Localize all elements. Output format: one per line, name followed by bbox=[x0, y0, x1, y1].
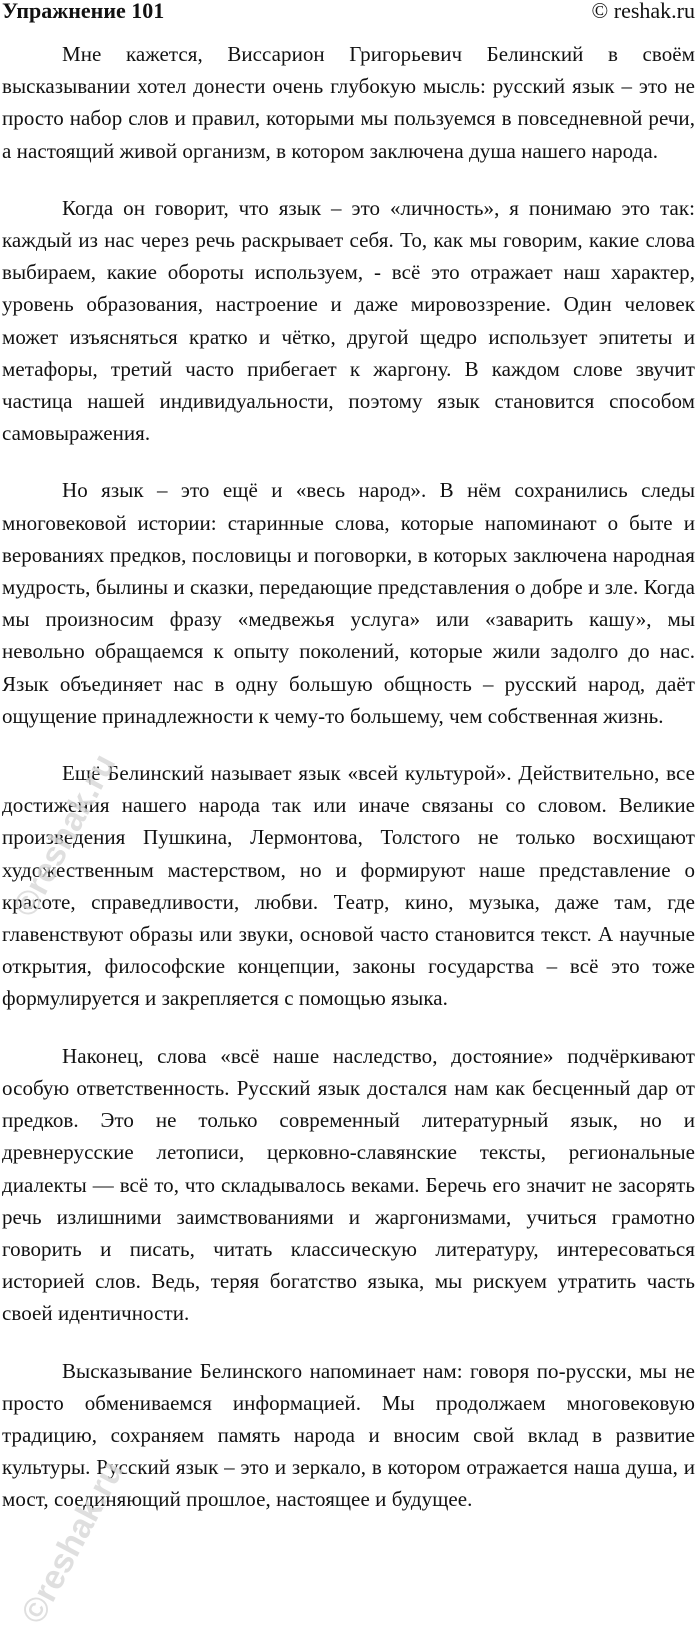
paragraph-1: Мне кажется, Виссарион Григорьевич Белинский в своём высказывании хотел донести очень глубокую мысль: русский язык – это не просто набор слов и правил, которыми мы пользуемся в повседневной речи, а настоящий живой организм, в котором заключена душа нашего народа. bbox=[2, 42, 695, 163]
page-header bbox=[0, 0, 697, 30]
watermark: ©reshak.ru bbox=[14, 1454, 132, 1630]
paragraph-4: Ещё Белинский называет язык «всей культурой». Действительно, все достижения нашего народа так или иначе связаны со словом. Великие произведения Пушкина, Лермонтова, Толстого не только восхищают художественным мастерством, но и формируют наше представление о красоте, справедливости, любви. Театр, кино, музыка, даже там, где главенствуют образы или звуки, основой часто становится текст. А научные открытия, философские концепции, законы государства – всё это тоже формулируется и закрепляется с помощью языка. bbox=[2, 761, 695, 1011]
paragraph-2: Когда он говорит, что язык – это «личность», я понимаю это так: каждый из нас через речь раскрывает себя. То, как мы говорим, какие слова выбираем, какие обороты используем, - всё это отражает наш характер, уровень образования, настроение и даже мировоззрение. Один человек может изъясняться кратко и чётко, другой щедро использует эпитеты и метафоры, третий часто прибегает к жаргону. В каждом слове звучит частица нашей индивидуальности, поэтому язык становится способом самовыражения. bbox=[2, 195, 695, 446]
paragraph-3: Но язык – это ещё и «весь народ». В нём сохранились следы многовековой истории: старинные слова, которые напоминают о быте и верованиях предков, пословицы и поговорки, в которых заключена народная мудрость, былины и сказки, передающие представления о добре и зле. Когда мы произносим фразу «медвежья услуга» или «заварить кашу», мы невольно обращаемся к опыту поколений, которые жили задолго до нас. Язык объединяет нас в одну большую общность – русский народ, даёт ощущение принадлежности к чему-то большему, чем собственная жизнь. bbox=[2, 478, 695, 728]
paragraph-6: Высказывание Белинского напоминает нам: говоря по-русски, мы не просто обмениваемся информацией. Мы продолжаем многовековую традицию, сохраняем память народа и вносим свой вклад в развитие культуры. Русский язык – это и зеркало, в котором отражается наша душа, и мост, соединяющий прошлое, настоящее и будущее. bbox=[2, 1358, 695, 1512]
source-credit: © reshak.ru bbox=[591, 0, 695, 23]
watermark: ©reshak.ru bbox=[6, 747, 124, 923]
exercise-title: Упражнение 101 bbox=[2, 0, 165, 23]
essay-body bbox=[2, 38, 695, 1541]
paragraph-5: Наконец, слова «всё наше наследство, достояние» подчёркивают особую ответственность. Русский язык достался нам как бесценный дар от предков. Это не только современный литературный язык, но и древнерусские летописи, церковно-славянские тексты, региональные диалекты — всё то, что складывалось веками. Беречь его значит не засорять речь излишними заимствованиями и жаргонизмами, учиться грамотно говорить и писать, читать классическую литературу, интересоваться историей слов. Ведь, теряя богатство языка, мы рискуем утратить часть своей идентичности. bbox=[2, 1043, 695, 1326]
